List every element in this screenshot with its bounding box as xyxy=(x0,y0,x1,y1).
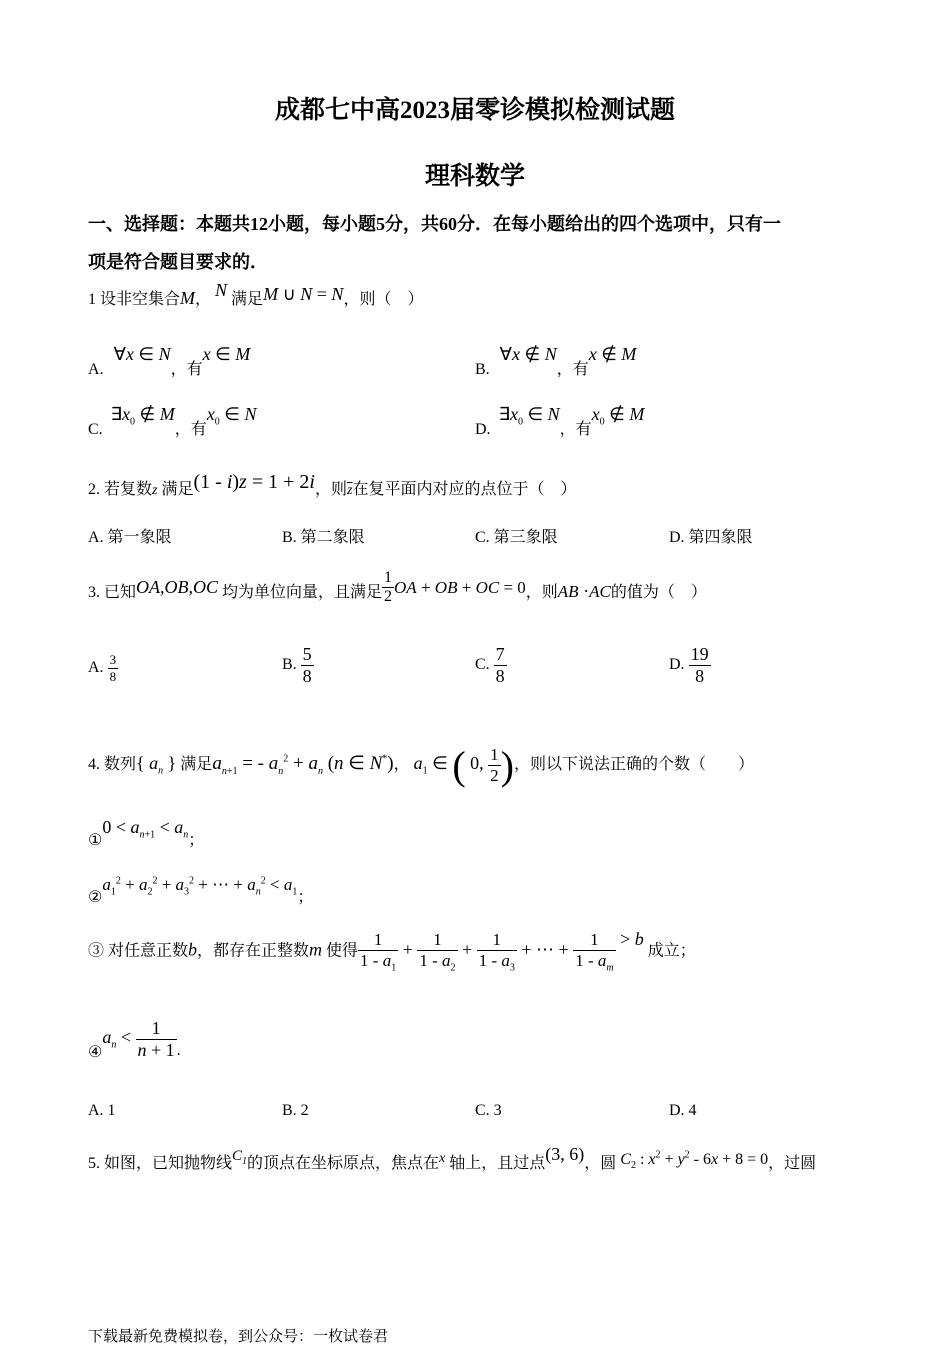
footer-note: 下载最新免费模拟卷，到公众号：一枚试卷君 xyxy=(88,1329,389,1345)
question-4-statement-3: ③ 对任意正数b，都存在正整数m 使得 $\frac{1}{1 - a_1}$ + $\frac{1}{1 - a_2}$ + $\frac{1}{1 - a_3}$ + ⋯ + $\frac{1}{1 - a_m}$ > b 成立； xyxy=(88,929,696,974)
question-2-option-a: A. 第一象限 xyxy=(88,529,172,546)
question-3-option-a: A. $\frac{3}{8}$ xyxy=(88,652,117,684)
question-3-stem: 3. 已知OA,OB,OC 均为单位向量，且满足 $\frac{1}{2}$ OA + OB + OC = 0，则AB ·AC的值为（ ） xyxy=(88,569,707,605)
question-2-option-d: D. 第四象限 xyxy=(669,529,753,546)
question-3-option-c: C. $\frac{7}{8}$ xyxy=(475,644,505,686)
question-1-option-c: C. $\exists x_0$ ∉ M，有$x_0$ ∈ N xyxy=(88,404,257,438)
question-2-option-b: B. 第二象限 xyxy=(282,529,365,546)
page-title: 成都七中高2023届零诊模拟检测试题 xyxy=(274,97,675,124)
question-4-option-c: C. 3 xyxy=(475,1102,502,1119)
question-2-stem: 2. 若复数z 满足(1 - i)z = 1 + 2i，则$\overline{z}$在复平面内对应的点位于（ ） xyxy=(88,471,577,498)
question-4-stem: 4. 数列{ $a_n$ } 满足$a_{n+1}$ = - $a_n^2 + a_n$ (n ∈ N*)， $a_1$ ∈ ( 0, $\frac{1}{2}$ )，则以下说法正确的个数（ ） xyxy=(88,743,754,788)
question-3-option-d: D. $\frac{19}{8}$ xyxy=(669,644,709,686)
page-subtitle: 理科数学 xyxy=(424,163,525,190)
question-4-option-a: A. 1 xyxy=(88,1102,116,1119)
question-4-option-b: B. 2 xyxy=(282,1102,309,1119)
question-4-statement-2: $②a_1^2 + a_2^2 + a_3^2$ + ⋯ + $a_n^2 < a_1$； xyxy=(88,875,314,906)
question-4-statement-4: $④a_n$ < $\frac{1}{n + 1}$ . xyxy=(88,1018,181,1062)
question-1-option-d: D. $\exists x_0$ ∈ N，有$x_0$ ∉ M xyxy=(475,404,645,438)
question-5-stem: 5. 如图，已知抛物线$C_1$的顶点在坐标原点，焦点在x 轴上，且过点(3, 6)，圆 $C_2$ : $x^2 + y^2 - 6x + 8 = 0$，过圆 xyxy=(88,1144,817,1172)
question-1-stem: 1 设非空集合M， N 满足M ∪ N = N，则（ ） xyxy=(88,280,424,308)
question-2-option-c: C. 第三象限 xyxy=(475,529,558,546)
question-4-option-d: D. 4 xyxy=(669,1102,697,1119)
question-1-option-a: A. ∀x ∈ N，有x ∈ M xyxy=(88,344,251,378)
section-heading-line1: 一、选择题：本题共12小题，每小题5分，共60分．在每小题给出的四个选项中，只有一 xyxy=(88,214,781,234)
question-3-option-b: B. $\frac{5}{8}$ xyxy=(282,644,312,686)
section-heading-line2: 项是符合题目要求的． xyxy=(88,252,268,272)
question-1-option-b: B. ∀x ∉ N，有x ∉ M xyxy=(475,344,637,378)
question-4-statement-1: ①0 < $a_{n+1} < a_n$； xyxy=(88,817,205,849)
